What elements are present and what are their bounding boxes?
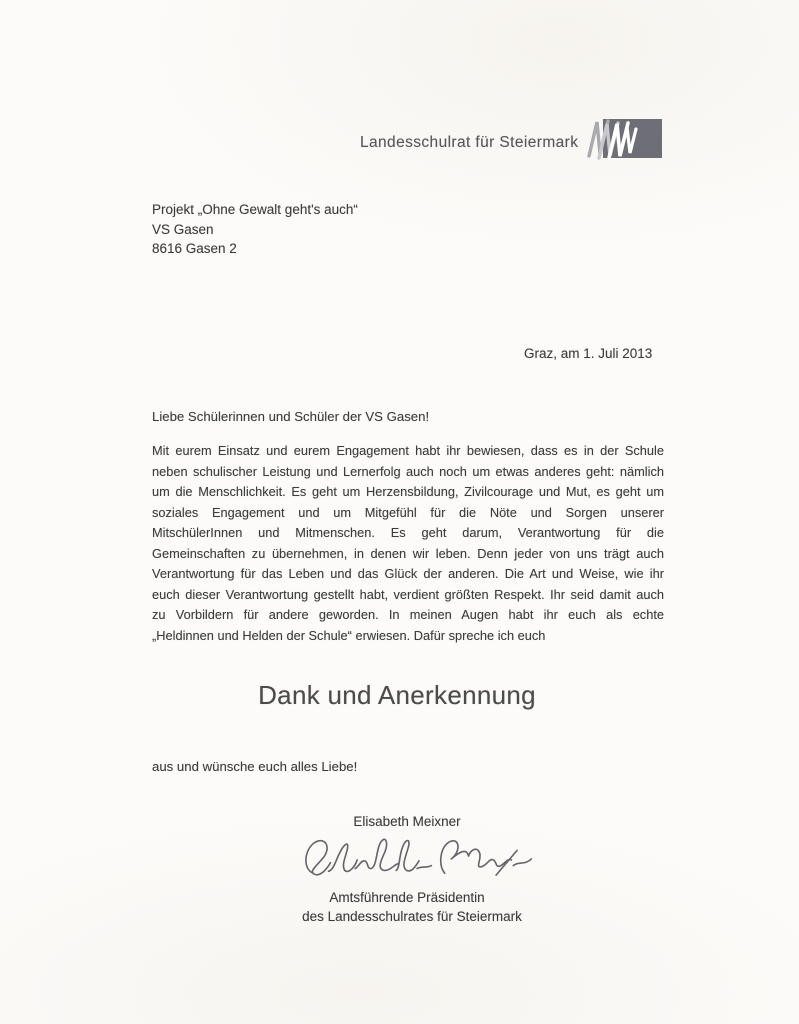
body-line: um die Menschlichkeit. Es geht um Herzensbildung, Zivilcourage und Mut, es geht um <box>152 484 664 499</box>
recipient-line-school: VS Gasen <box>152 221 214 237</box>
body-line: MitschülerInnen und Mitmenschen. Es geht darum, Verantwortung für die <box>152 525 664 540</box>
landesschulrat-logo-icon <box>586 115 664 161</box>
body-line: Gemeinschaften zu übernehmen, in denen wir leben. Denn jeder von uns trägt auch <box>152 545 664 561</box>
closing-line: aus und wünsche euch alles Liebe! <box>152 759 358 774</box>
salutation: Liebe Schülerinnen und Schüler der VS Gasen! <box>152 409 430 424</box>
body-line: Mit eurem Einsatz und eurem Engagement habt ihr bewiesen, dass es in der Schule <box>152 443 664 458</box>
dateline: Graz, am 1. Juli 2013 <box>524 346 653 361</box>
letterhead-org-name: Landesschulrat für Steiermark <box>360 134 579 151</box>
signature-stroke <box>306 839 531 875</box>
handwritten-signature <box>300 828 538 888</box>
emphasis-line: Dank und Anerkennung <box>258 680 536 710</box>
body-line: neben schulischer Leistung und Lernerfolg auch noch um etwas anderes geht: nämlich <box>152 463 664 479</box>
recipient-line-project: Projekt „Ohne Gewalt geht's auch“ <box>152 202 358 217</box>
recipient-address-block <box>152 200 358 259</box>
body-line: euch dieser Verantwortung gestellt habt, verdient größten Respekt. Ihr seid damit auch <box>152 586 664 602</box>
signature-role-line-1: Amtsführende Präsidentin <box>329 890 485 905</box>
body-paragraph <box>152 441 664 646</box>
signature-role-line-2: des Landesschulrates für Steiermark <box>302 909 522 924</box>
signature-typed-name: Elisabeth Meixner <box>353 814 461 829</box>
recipient-line-address: 8616 Gasen 2 <box>152 241 237 256</box>
body-line: soziales Engagement und um Mitgefühl für die Nöte und Sorgen unserer <box>152 504 664 520</box>
body-line: „Heldinnen und Helden der Schule“ erwiesen. Dafür spreche ich euch <box>152 627 546 643</box>
body-line: Verantwortung für das Leben und das Glück der anderen. Die Art und Weise, wie ihr <box>152 566 664 581</box>
body-line: zu Vorbildern für andere geworden. In meinen Augen habt ihr euch als echte <box>152 607 664 622</box>
